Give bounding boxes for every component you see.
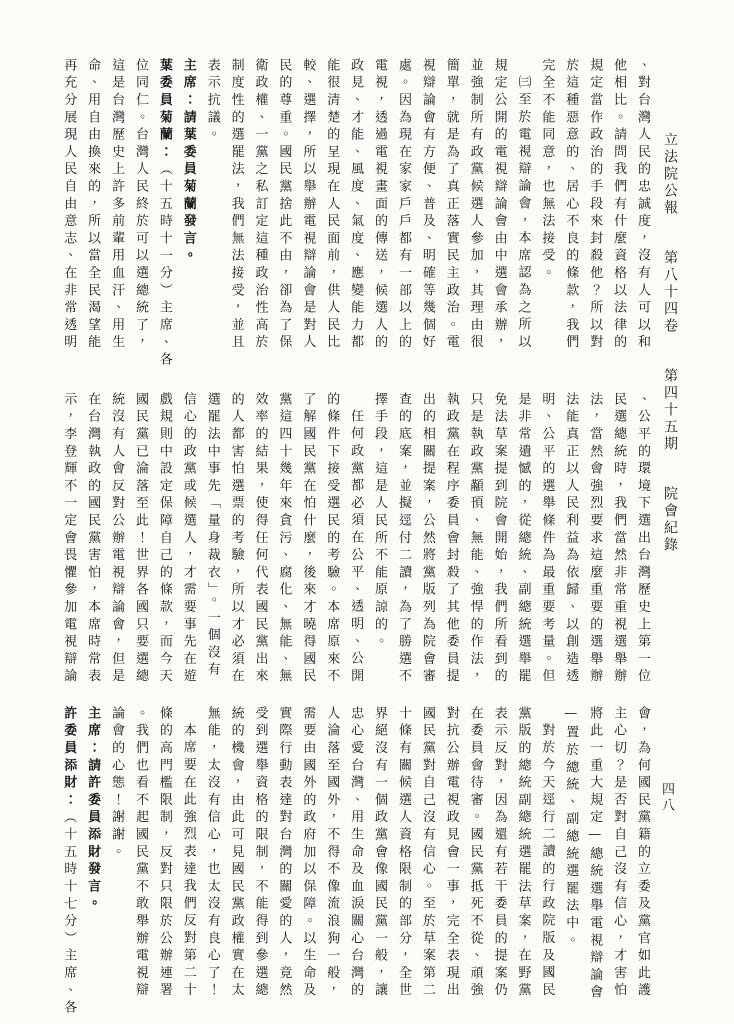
journal-title: 立法院公報 (662, 132, 678, 217)
text-column: 並強制所有政黨候選人參加，其理由很 (467, 58, 483, 353)
text-column: 執政黨在程序委員會封殺了其他委員提 (443, 392, 459, 687)
text-column: 信心的政黨或候選人，才需要事先在遊 (180, 392, 196, 687)
text-column: 法，當然會強烈要求這麼重要的選舉辦 (587, 392, 603, 687)
text-column: 是非常遺憾的，從總統、副總統選舉罷 (515, 392, 531, 687)
text-column: 效率的結果，使得任何代表國民黨出來 (252, 392, 268, 687)
text-column: ㈢至於電視辯論會，本席認為之所以 (515, 75, 531, 352)
text-column: 將此一重大規定—總統選舉電視辯論會 (587, 706, 603, 1003)
text-column: 十條有關候選人資格限制的部分，全世 (395, 706, 411, 1001)
text-column: 戲規則中設定保障自己的條款，而今天 (156, 392, 172, 687)
text-column: 於這種惡意的、居心不良的條款，我們 (563, 58, 579, 353)
text-column: 了解國民黨在怕什麼，後來才曉得國民 (300, 392, 316, 687)
text-column: 、公平的環境下選出台灣歷史上第一位 (635, 392, 650, 687)
text-band-bottom (56, 706, 654, 1020)
text-column: 無能，太沒有信心，也太沒有良心了！ (204, 706, 220, 1001)
text-column: 、對台灣人民的忠誠度，沒有人可以和 (635, 58, 650, 353)
text-column: 對於今天逕行二讀的行政院版及國民 (539, 723, 555, 1000)
text-column: 明、公平的選舉條件為最重要考量。但 (539, 392, 555, 687)
text-column: 本席要在此強烈表達我們反對第二十 (180, 723, 196, 1000)
text-column: 葉委員菊蘭：（十五時十一分）主席、各 (156, 58, 172, 370)
text-column: 國民黨已淪落至此！世界各國只要選總 (132, 392, 148, 687)
text-column: 的條件下接受選民的考驗。本席原來不 (324, 392, 340, 687)
text-column: 民的尊重。國民黨捨此不由，卻為了保 (276, 58, 292, 353)
text-column: 出的相關提案，公然將黨版列為院會審 (419, 392, 435, 687)
text-column: 命、用自由換來的，所以當全民渴望能 (85, 58, 101, 353)
text-column: 規定當作政治的手段來封殺他？所以對 (587, 58, 603, 353)
text-column: 政見、才能、風度、氣度、應變能力都 (348, 58, 364, 353)
text-column: 表示反對，因為還有若干委員的提案仍 (491, 706, 507, 1001)
text-column: 黨版的總統副總統選罷法草案，在野黨 (515, 706, 531, 1001)
text-column: 在委員會待審。國民黨抵死不從、頑強 (467, 706, 483, 1001)
issue-label: 第四十五期 (662, 368, 678, 453)
text-column: 任何政黨都必須在公平、透明、公開 (348, 409, 364, 686)
text-column: —置於總統、副總統選罷法中。 (563, 706, 579, 951)
text-column: 表示抗議。 (204, 58, 220, 145)
running-head (660, 132, 680, 554)
text-column: 處。因為現在家家戶戶都有一部以上的 (395, 58, 411, 353)
text-column: 完全不能同意，也無法接受。 (539, 58, 555, 283)
text-column: 這是台灣歷史上許多前輩用血汗、用生 (109, 58, 125, 353)
text-band-top (56, 58, 654, 372)
speaker-name: 葉委員菊蘭： (156, 58, 172, 162)
text-column: 人淪落至國外，不得不像流浪狗一般， (324, 706, 340, 1001)
text-column: 條的高門檻限制，反對只限於公辦連署 (156, 706, 172, 1001)
text-column: 法能真正以人民利益為依歸、以創造透 (563, 392, 579, 687)
text-column: 會，為何國民黨籍的立委及黨官如此護 (635, 706, 650, 1001)
text-column: 能很清楚的呈現在人民面前，供人民比 (324, 58, 340, 353)
text-column: 只是執政黨顢頇、無能、強悍的作法， (467, 392, 483, 687)
text-column: 實際行動表達對台灣的關愛的人，竟然 (276, 706, 292, 1001)
text-column: 。我們也看不起國民黨不敢舉辦電視辯 (132, 706, 148, 1001)
text-column: 免法草案提到院會開始，我們所看到的 (491, 392, 507, 687)
speaker-name: 許委員添財： (61, 706, 77, 810)
text-column: 界絕沒有一個政黨會像國民黨一般，讓 (372, 706, 388, 1001)
text-column: 視辯論會有方便、普及、明確等幾個好 (419, 58, 435, 353)
text-column: 查的底案，並擬逕付二讀，為了勝選不 (395, 392, 411, 687)
text-column: 示，李登輝不一定會畏懼參加電視辯論 (61, 392, 77, 687)
text-column: 論會的心態！謝謝。 (109, 706, 125, 862)
text-column: 規定公開的電視辯論會由中選會承辦， (491, 58, 507, 353)
text-column: 主席：請許委員添財發言。 (85, 706, 101, 914)
text-column: 的人都害怕選票的考驗，所以才必須在 (228, 392, 244, 687)
text-column: 位同仁。台灣人民終於可以選總統了， (132, 58, 148, 353)
text-column: 國民黨對自己沒有信心。至於草案第二 (419, 706, 435, 1001)
text-column: 主席：請葉委員菊蘭發言。 (180, 58, 196, 266)
text-column: 統沒有人會反對公辦電視辯論會，但是 (109, 392, 125, 687)
volume-label: 第八十四卷 (662, 250, 678, 335)
text-column: 民選總統時，我們當然非常重視選舉辦 (611, 392, 627, 687)
text-column: 許委員添財：（十五時十七分）主席、各 (61, 706, 77, 1018)
text-column: 需要由國外的政府加以保障。以生命及 (300, 706, 316, 1001)
page-number: 四八 (659, 782, 674, 814)
text-column: 忠心愛台灣、用生命及血淚關心台灣的 (348, 706, 364, 1001)
text-column: 擇手段，這是人民所不能原諒的。 (372, 392, 388, 652)
text-column: 較、選擇，所以舉辦電視辯論會是對人 (300, 58, 316, 353)
text-column: 在台灣執政的國民黨害怕，本席時常表 (85, 392, 101, 687)
text-column: 他相比。請問我們有什麼資格以法律的 (611, 58, 627, 353)
text-column: 制度性的選罷法，我們無法接受，並且 (228, 58, 244, 353)
text-column: 電視，透過電視畫面的傳送，候選人的 (372, 58, 388, 353)
text-column: 簡單，就是為了真正落實民主政治。電 (443, 58, 459, 353)
text-column: 主心切？是否對自己沒有信心，才害怕 (611, 706, 627, 1001)
text-column: 黨這四十幾年來貪污、腐化、無能、無 (276, 392, 292, 687)
text-column: 對抗公辦電視政見會一事，完全表現出 (443, 706, 459, 1001)
text-band-middle (56, 392, 654, 706)
text-column: 衛政權、一黨之私訂定這種政治性高於 (252, 58, 268, 353)
text-column: 統的機會，由此可見國民黨政權實在太 (228, 706, 244, 1001)
text-column: 再充分展現人民自由意志、在非常透明 (61, 58, 77, 353)
text-column: 受到選舉資格的限制，不能得到參選總 (252, 706, 268, 1001)
section-label: 院會紀錄 (662, 486, 678, 554)
text-column: 選罷法中事先「量身裁衣」。一個沒有 (204, 392, 220, 680)
